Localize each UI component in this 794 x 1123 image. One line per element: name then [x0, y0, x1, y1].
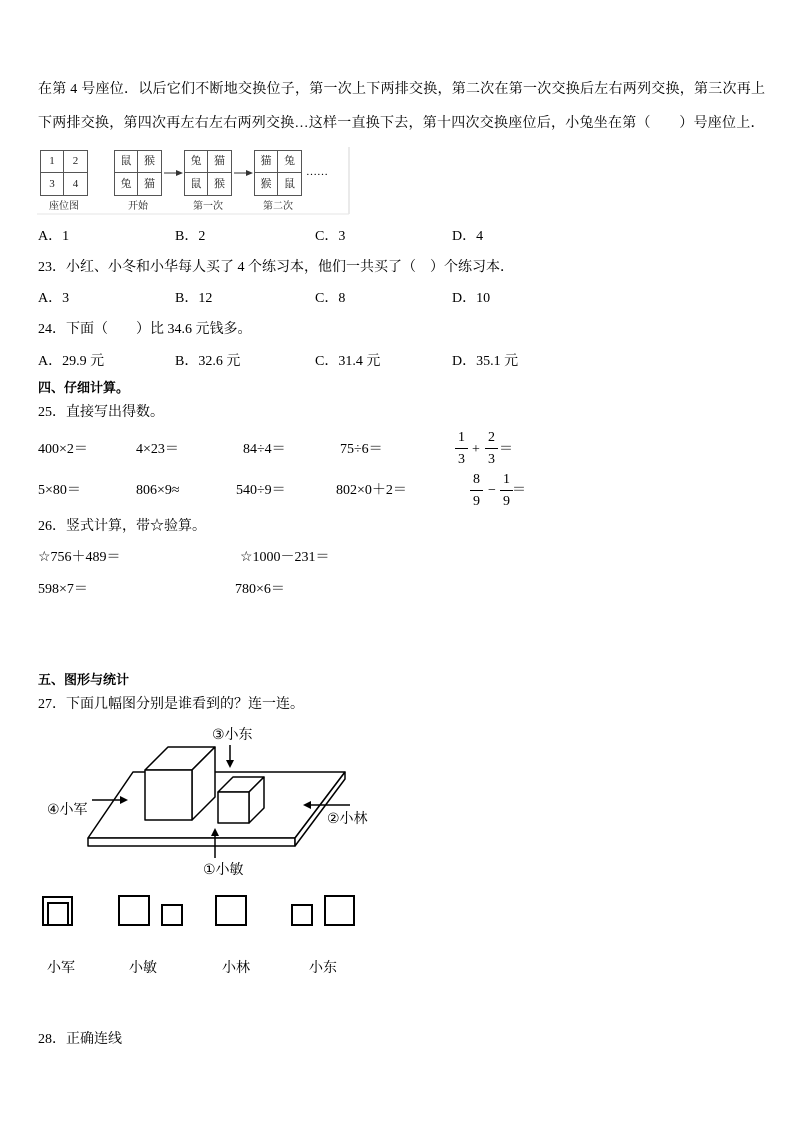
q23-option-d: D．10	[452, 291, 491, 306]
view-shapes	[35, 890, 365, 935]
q23-text: 23．小红、小冬和小华每人买了 4 个练习本，他们一共买了（ ）个练习本．	[38, 260, 514, 275]
q22-option-b: B．2	[175, 229, 206, 244]
small-cube-front	[218, 792, 249, 823]
seat-cell: 鼠	[284, 177, 295, 190]
q25-item: 75÷6＝	[340, 442, 383, 457]
continuation-ellipsis: ……	[306, 166, 328, 178]
q22-option-c: C．3	[315, 229, 346, 244]
view-2-small-square	[162, 905, 182, 925]
view-4-large-square	[325, 896, 354, 925]
view-2-large-square	[119, 896, 149, 925]
arrow-head-icon	[226, 760, 234, 768]
cubes-on-board-figure	[30, 725, 380, 865]
q25-item: 4×23＝	[136, 442, 179, 457]
plus-operator: +	[472, 442, 480, 457]
fraction-numerator: 1	[500, 473, 513, 491]
first-swap-caption: 第一次	[193, 201, 223, 212]
view-name-label: 小东	[309, 960, 337, 976]
q25-item: 400×2＝	[38, 442, 88, 457]
q24-option-a: A．29.9 元	[38, 354, 105, 369]
start-caption: 开始	[128, 201, 148, 212]
fraction-numerator: 8	[470, 473, 483, 491]
q23-option-c: C．8	[315, 291, 346, 306]
seat-cell: 猫	[144, 177, 155, 190]
seat-cell: 鼠	[185, 173, 208, 195]
fraction-numerator: 1	[455, 431, 468, 449]
fraction-numerator: 2	[485, 431, 498, 449]
fraction-denominator: 9	[473, 494, 480, 509]
q25-item: 5×80＝	[38, 483, 81, 498]
view-1-inner-square	[48, 903, 68, 925]
viewer-label-top: ③小东	[212, 727, 253, 743]
seat-cell: 兔	[115, 173, 138, 195]
q25-item: 540÷9＝	[236, 483, 286, 498]
q26-text: 26．竖式计算，带☆验算。	[38, 519, 206, 534]
q25-item: 802×0＋2＝	[336, 483, 407, 498]
q24-option-b: B．32.6 元	[175, 354, 241, 369]
fraction-denominator: 3	[458, 452, 465, 467]
seat-cell: 兔	[278, 151, 301, 173]
q28-text: 28．正确连线	[38, 1032, 122, 1047]
equals-sign: ＝	[499, 442, 513, 457]
q26-item: ☆756＋489＝	[38, 550, 121, 565]
q23-option-b: B．12	[175, 291, 213, 306]
fraction	[485, 431, 498, 467]
q24-text: 24．下面（ ）比 34.6 元钱多。	[38, 322, 252, 337]
seat-cell: 3	[41, 173, 64, 195]
minus-operator: −	[488, 483, 496, 498]
seat-cell: 1	[41, 151, 64, 173]
fraction	[470, 473, 483, 509]
seat-chart-caption: 座位图	[49, 201, 79, 212]
q22-option-a: A．1	[38, 229, 70, 244]
q26-item: 598×7＝	[38, 582, 88, 597]
seat-cell: 猴	[255, 173, 278, 195]
seat-cell: 猴	[214, 177, 225, 190]
seat-cell: 猫	[208, 151, 231, 173]
board-front-face	[88, 838, 295, 846]
view-name-label: 小军	[47, 960, 75, 976]
seat-cell: 猫	[255, 151, 278, 173]
q24-option-c: C．31.4 元	[315, 354, 381, 369]
seat-cell: 兔	[185, 151, 208, 173]
q22-text-line1: 在第 4 号座位．以后它们不断地交换位子，第一次上下两排交换，第二次在第一次交换后左右两列交换，第三次再上	[38, 82, 766, 97]
q22-option-d: D．4	[452, 229, 484, 244]
arrow-head-icon	[246, 170, 253, 176]
arrow-head-icon	[176, 170, 183, 176]
viewer-label-right: ②小林	[327, 811, 368, 827]
view-3-square	[216, 896, 246, 925]
seat-figure-arrows	[30, 145, 355, 220]
q25-item: 806×9≈	[136, 483, 180, 498]
large-cube-front	[145, 770, 192, 820]
q25-item: 84÷4＝	[243, 442, 286, 457]
q25-text: 25．直接写出得数。	[38, 405, 164, 420]
view-name-label: 小林	[222, 960, 250, 976]
q23-option-a: A．3	[38, 291, 70, 306]
view-name-label: 小敏	[129, 960, 157, 976]
second-swap-caption: 第二次	[263, 201, 293, 212]
viewer-label-front: ①小敏	[203, 862, 244, 878]
section-5-heading: 五、图形与统计	[38, 673, 130, 688]
seat-cell: 鼠	[115, 151, 138, 173]
q27-text: 27．下面几幅图分别是谁看到的？连一连。	[38, 697, 304, 712]
seat-cell: 2	[64, 151, 87, 173]
q22-text-line2: 下两排交换，第四次再左右左右两列交换…这样一直换下去，第十四次交换座位后，小兔坐在第（ ）号座位上．	[38, 116, 765, 131]
viewer-label-left: ④小军	[47, 802, 88, 818]
seat-cell: 4	[72, 177, 79, 190]
seat-cell: 猴	[138, 151, 161, 173]
fraction-denominator: 9	[503, 494, 510, 509]
section-4-heading: 四、仔细计算。	[38, 381, 130, 396]
q26-item: 780×6＝	[235, 582, 285, 597]
equals-sign: ＝	[512, 483, 526, 498]
view-4-small-square	[292, 905, 312, 925]
q26-item: ☆1000－231＝	[240, 550, 330, 565]
fraction-denominator: 3	[488, 452, 495, 467]
q24-option-d: D．35.1 元	[452, 354, 519, 369]
fraction	[455, 431, 468, 467]
